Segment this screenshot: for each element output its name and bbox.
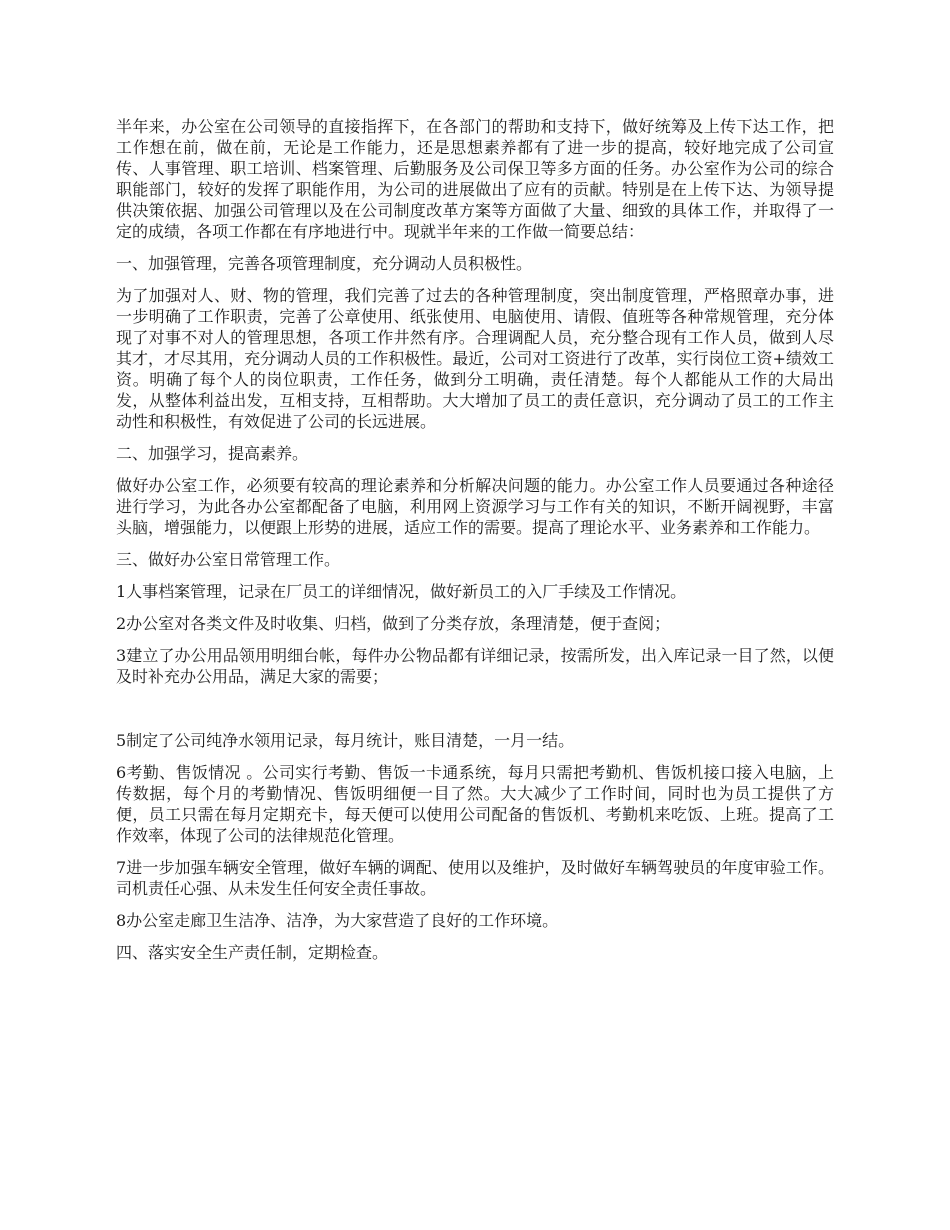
section-heading-4: 四、落实安全生产责任制，定期检查。 <box>116 943 389 962</box>
list-item-7: 7进一步加强车辆安全管理，做好车辆的调配、使用以及维护，及时做好车辆驾驶员的年度审验工作。司机责任心强、从未发生任何安全责任事故。 <box>116 858 834 898</box>
document-body <box>116 116 834 974</box>
section-heading-1: 一、加强管理，完善各项管理制度，充分调动人员积极性。 <box>116 254 533 273</box>
list-item-5: 5制定了公司纯净水领用记录，每月统计，账目清楚，一月一结。 <box>116 731 575 750</box>
blank-spacer <box>116 698 834 730</box>
list-item-2: 2办公室对各类文件及时收集、归档，做到了分类存放，条理清楚，便于查阅； <box>116 614 671 633</box>
list-item-8: 8办公室走廊卫生洁净、洁净，为大家营造了良好的工作环境。 <box>116 911 559 930</box>
section-heading-3: 三、做好办公室日常管理工作。 <box>116 550 341 569</box>
list-item-3: 3建立了办公用品领用明细台帐，每件办公物品都有详细记录，按需所发，出入库记录一目了然，以便及时补充办公用品，满足大家的需要； <box>116 646 834 686</box>
section-heading-2: 二、加强学习，提高素养。 <box>116 444 309 463</box>
section-2-paragraph: 做好办公室工作，必须要有较高的理论素养和分析解决问题的能力。办公室工作人员要通过各种途径进行学习，为此各办公室都配备了电脑，利用网上资源学习与工作有关的知识，不断开阔视野，丰富头脑，增强能力，以便跟上形势的进展，适应工作的需要。提高了理论水平、业务素养和工作能力。 <box>116 476 834 537</box>
list-item-1: 1人事档案管理，记录在厂员工的详细情况，做好新员工的入厂手续及工作情况。 <box>116 582 687 601</box>
list-item-6: 6考勤、售饭情况 。公司实行考勤、售饭一卡通系统，每月只需把考勤机、售饭机接口接入电脑，上传数据，每个月的考勤情况、售饭明细便一目了然。大大减少了工作时间，同时也为员工提供了方便，员工只需在每月定期充卡，每天便可以使用公司配备的售饭机、考勤机来吃饭、上班。提高了工作效率，体现了公司的法律规范化管理。 <box>116 763 834 845</box>
intro-paragraph: 半年来，办公室在公司领导的直接指挥下，在各部门的帮助和支持下，做好统筹及上传下达工作，把工作想在前，做在前，无论是工作能力，还是思想素养都有了进一步的提高，较好地完成了公司宣传、人事管理、职工培训、档案管理、后勤服务及公司保卫等多方面的任务。办公室作为公司的综合职能部门，较好的发挥了职能作用，为公司的进展做出了应有的贡献。特别是在上传下达、为领导提供决策依据、加强公司管理以及在公司制度改革方案等方面做了大量、细致的具体工作，并取得了一定的成绩，各项工作都在有序地进行中。现就半年来的工作做一简要总结： <box>116 117 834 241</box>
section-1-paragraph: 为了加强对人、财、物的管理，我们完善了过去的各种管理制度，突出制度管理，严格照章办事，进一步明确了工作职责，完善了公章使用、纸张使用、电脑使用、请假、值班等各种常规管理，充分体现了对事不对人的管理思想，各项工作井然有序。合理调配人员，充分整合现有工作人员，做到人尽其才，才尽其用，充分调动人员的工作积极性。最近，公司对工资进行了改革，实行岗位工资+绩效工资。明确了每个人的岗位职责，工作任务，做到分工明确，责任清楚。每个人都能从工作的大局出发，从整体利益出发，互相支持，互相帮助。大大增加了员工的责任意识，充分调动了员工的工作主动性和积极性，有效促进了公司的长远进展。 <box>116 286 834 431</box>
